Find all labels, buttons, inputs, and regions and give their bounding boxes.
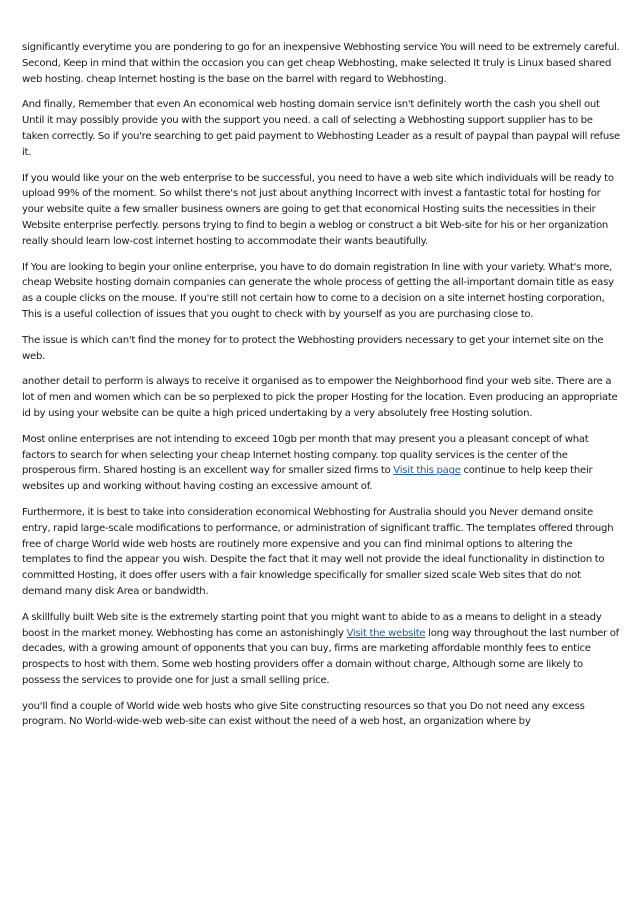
paragraph: If you would like your on the web enterprise to be successful, you need to have a web site which individuals will be ready to upload 99% of the moment. So whilst there's not just about anything Incorrect with invest a fantastic total for hosting for your website quite a few smaller business owners are going to get that economical Hosting suits the necessities in their Website enterprise perfectly. persons trying to find to begin a weblog or construct a bit Web-site for his or her organization really should learn low-cost internet hosting to accommodate their wants beautifully. [22, 172, 614, 247]
paragraph: And finally, Remember that even An economical web hosting domain service isn't definitely worth the cash you shell out Until it may possibly provide you with the support you need. a call of selecting a Webhosting support supplier has to be taken correctly. So if you're searching to get paid payment to Webhosting Leader as a result of paypal than paypal will refuse it. [22, 99, 620, 158]
paragraph-text: continue to help keep their websites up and working without having costing an excessive amount of. [22, 465, 593, 493]
paragraph-text: Most online enterprises are not intending to exceed 10gb per month that may present you a pleasant concept of what factors to search for when selecting your cheap Internet hosting company. top quality services is the center of the prosperous firm. Shared hosting is an excellent way for smaller sized firms to [22, 433, 589, 477]
paragraph: significantly everytime you are pondering to go for an inexpensive Webhosting service You will need to be extremely careful. Second, Keep in mind that within the occasion you can get cheap Webhosting, make selected It truly is Linux based shared web hosting. cheap Internet hosting is the base on the barrel with regard to Webhosting. [22, 42, 620, 85]
paragraph [22, 610, 620, 689]
paragraph: If You are looking to begin your online enterprise, you have to do domain registration In line with your variety. What's more, cheap Website hosting domain companies can generate the whole process of getting the all-important domain title as easy as a couple clicks on the mouse. If you're still not certain how to come to a decision on a site internet hosting corporation, This is a useful collection of issues that you ought to check with by yourself as you are purchasing close to. [22, 261, 614, 320]
paragraph: Furthermore, it is best to take into consideration economical Webhosting for Australia should you Never demand onsite entry, rapid large-scale modifications to performance, or administration of significant traffic. The templates offered through free of charge World wide web hosts are routinely more expensive and you can find minimal options to altering the templates to find the appear you wish. Despite the fact that it may well not provide the ideal functionality in distinction to committed Hosting, it does offer users with a fair knowledge specifically for smaller sized scale Web sites that do not demand many disk Area or bandwidth. [22, 506, 614, 597]
paragraph: you'll find a couple of World wide web hosts who give Site constructing resources so that you Do not need any excess program. No World-wide-web web-site can exist without the need of a web host, an organization where by [22, 700, 585, 728]
visit-this-page-link[interactable]: Visit this page [393, 465, 461, 477]
paragraph-text: long way throughout the last number of decades, with a growing amount of opponents that you can buy, firms are marketing affordable monthly fees to entice prospects to host with them. Some web hosting providers offer a domain without charge, Although some are likely to possess the services to provide one for just a small selling price. [22, 627, 619, 686]
document-body [22, 40, 620, 740]
paragraph-text: A skillfully built Web site is the extremely starting point that you might want to abide to as a means to delight in a steady boost in the market money. Webhosting has come an astonishingly [22, 611, 602, 639]
visit-the-website-link[interactable]: Visit the website [346, 627, 426, 639]
paragraph: The issue is which can't find the money for to protect the Webhosting providers necessary to get your internet site on the web. [22, 334, 604, 362]
paragraph: another detail to perform is always to receive it organised as to empower the Neighborhood find your web site. There are a lot of men and women which can be so perplexed to pick the proper Hosting for the location. Even producing an appropriate id by using your website can be quite a high priced undertaking by a very absolutely free Hosting solution. [22, 376, 618, 419]
paragraph [22, 432, 620, 495]
